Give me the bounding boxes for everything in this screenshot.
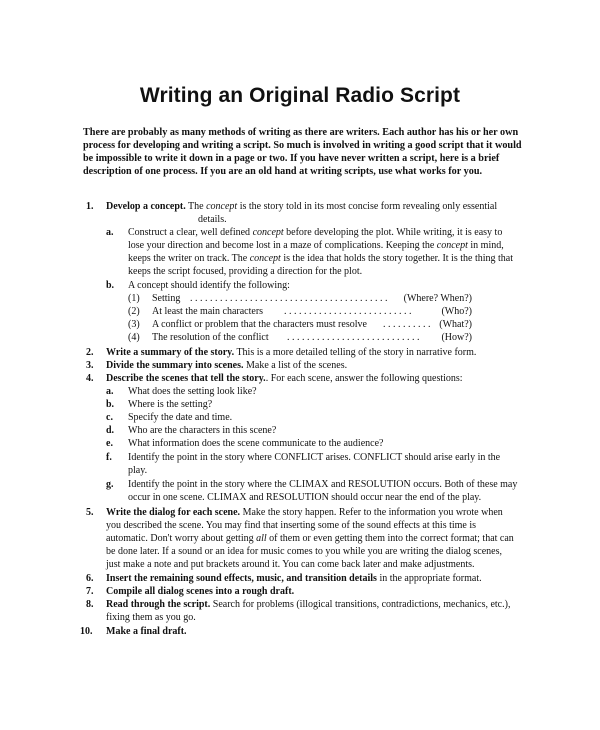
item-letter: b. xyxy=(106,399,115,410)
item-number: 10. xyxy=(80,626,93,637)
item-letter: g. xyxy=(106,479,114,490)
list-item-5: Write the dialog for each scene. Make the story happen. Refer to the information you wrote when xyxy=(106,507,503,518)
item-letter: a. xyxy=(106,386,114,397)
item-number: 6. xyxy=(86,573,94,584)
list-item-2: Write a summary of the story. This is a more detailed telling of the story in narrative form. xyxy=(106,347,477,358)
item-letter: c. xyxy=(106,412,113,423)
intro-paragraph: There are probably as many methods of writing as there are writers. Each author has his or her own process for developing and writing a script. So much is involved in writing a good script that it would be impossible to write it down in a page or two. If you have never written a script, here is a brief description of one process. If you are an old hand at writing scripts, use what works for you. xyxy=(83,127,522,177)
item-continuation: details. xyxy=(198,214,227,225)
sub-item-line: keeps the writer on track. The concept is the idea that holds the story together. It is the thing that xyxy=(128,253,513,264)
item-text: is the story told in its most concise form revealing only essential xyxy=(237,201,498,212)
sub-number: (3) xyxy=(128,319,140,330)
sub-number: (2) xyxy=(128,306,140,317)
sub-item-line: Construct a clear, well defined concept before developing the plot. While writing, it is easy to xyxy=(128,227,503,238)
document-title: Writing an Original Radio Script xyxy=(139,84,461,107)
leader-dots: . . . . . . . . . . . . . . . . . . . . . . . . . . xyxy=(284,306,412,317)
list-item-4: Describe the scenes that tell the story.. For each scene, answer the following questions: xyxy=(106,373,463,384)
item-number: 2. xyxy=(86,347,94,358)
concept-element: A conflict or problem that the characters must resolve xyxy=(152,319,367,330)
item-number: 7. xyxy=(86,586,94,597)
list-item-8: Read through the script. Search for problems (illogical transitions, contradictions, mechanics, etc.), xyxy=(106,599,511,610)
item-letter: d. xyxy=(106,425,115,436)
scene-question: Where is the setting? xyxy=(128,399,213,410)
item-continuation: be done later. If a sound or an idea for music comes to you while you are writing the dialog scenes, xyxy=(106,546,502,557)
item-text-italic: concept xyxy=(206,201,238,212)
sub-number: (4) xyxy=(128,332,140,343)
item-text: The xyxy=(185,201,207,212)
item-continuation: just make a note and put brackets around it. You can come back later and make adjustments. xyxy=(106,559,475,570)
item-letter: e. xyxy=(106,438,113,449)
concept-element: At least the main characters xyxy=(152,306,264,317)
sub-number: (1) xyxy=(128,293,140,304)
item-continuation: you described the scene. You may find that inserting some of the sound effects at this time is xyxy=(106,520,477,531)
concept-question: (Who?) xyxy=(441,306,472,317)
concept-element: Setting xyxy=(152,293,181,304)
concept-question: (What?) xyxy=(439,319,472,330)
list-item-3: Divide the summary into scenes. Make a list of the scenes. xyxy=(106,360,348,371)
list-item-10: Make a final draft. xyxy=(106,626,187,637)
concept-question: (How?) xyxy=(441,332,472,343)
sub-item-line: A concept should identify the following: xyxy=(128,280,290,291)
sub-item-line: keeps the script focused, providing a direction for the plot. xyxy=(128,266,363,277)
leader-dots: . . . . . . . . . . . . . . . . . . . . . . . . . . . . . . . . . . . . . . . . xyxy=(190,293,388,304)
scene-question: Identify the point in the story where CONFLICT arises. CONFLICT should arise early in the xyxy=(128,452,501,463)
item-continuation: fixing them as you go. xyxy=(106,612,196,623)
scene-question: What does the setting look like? xyxy=(128,386,257,397)
scene-question: Specify the date and time. xyxy=(128,412,233,423)
item-number: 1. xyxy=(86,201,94,212)
scene-question: Identify the point in the story where the CLIMAX and RESOLUTION occurs. Both of these may xyxy=(128,479,518,490)
concept-question: (Where? When?) xyxy=(403,293,472,304)
sub-item-line: lose your direction and become lost in a maze of complications. Keeping the concept in mind, xyxy=(128,240,504,251)
item-heading: Develop a concept. xyxy=(106,201,186,212)
leader-dots: . . . . . . . . . . . . . . . . . . . . . . . . . . . xyxy=(287,332,420,343)
item-number: 5. xyxy=(86,507,94,518)
scene-question-continuation: occur in one scene. CLIMAX and RESOLUTION should occur near the end of the play. xyxy=(128,492,482,503)
item-number: 3. xyxy=(86,360,94,371)
item-number: 8. xyxy=(86,599,94,610)
item-letter: f. xyxy=(106,452,112,463)
list-item-6: Insert the remaining sound effects, music, and transition details in the appropriate format. xyxy=(106,573,482,584)
item-continuation: automatic. Don't worry about getting all of them or even getting them into the correct format; that can xyxy=(106,533,514,544)
item-number: 4. xyxy=(86,373,94,384)
scene-question-continuation: play. xyxy=(128,465,148,476)
list-item-1 xyxy=(106,200,497,213)
item-letter: a. xyxy=(106,227,114,238)
scene-question: What information does the scene communicate to the audience? xyxy=(128,438,384,449)
scene-question: Who are the characters in this scene? xyxy=(128,425,277,436)
list-item-7: Compile all dialog scenes into a rough draft. xyxy=(106,586,295,597)
item-letter: b. xyxy=(106,280,115,291)
leader-dots: . . . . . . . . . . xyxy=(383,319,431,330)
concept-element: The resolution of the conflict xyxy=(152,332,269,343)
